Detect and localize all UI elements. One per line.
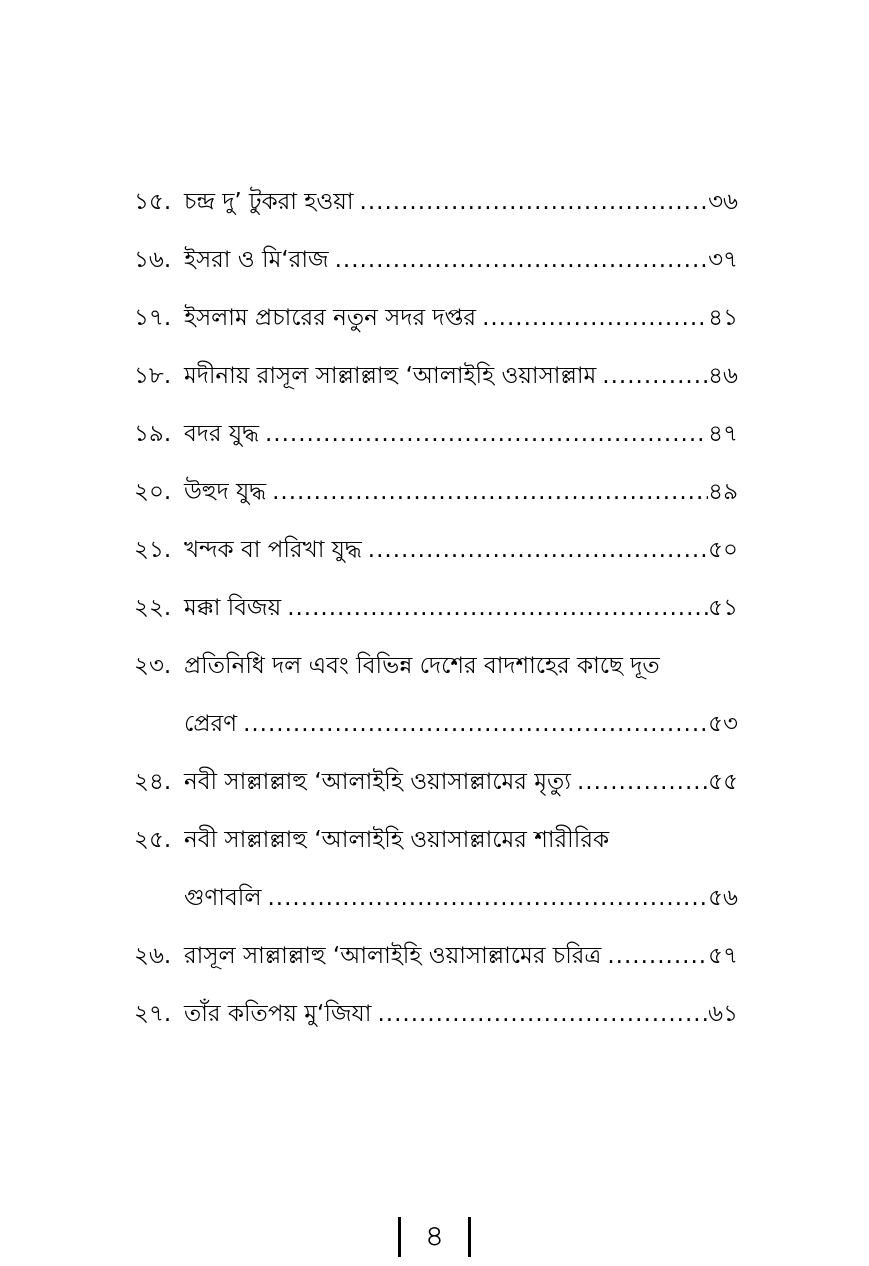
toc-entry[interactable] [134, 236, 738, 284]
dot-leader [476, 294, 708, 342]
right-divider-bar [468, 1217, 471, 1257]
entry-title-continued: প্রেরণ [184, 711, 238, 737]
toc-entry[interactable] [134, 352, 738, 400]
entry-second-line [134, 874, 738, 922]
dot-leader [596, 352, 708, 400]
entry-title: ইসরা ও মি‘রাজ [184, 247, 329, 273]
entry-page: ৪৯ [708, 479, 738, 505]
entry-title: ইসলাম প্রচারের নতুন সদর দপ্তর [184, 305, 477, 331]
dot-leader [281, 584, 708, 632]
entry-page: ৩৭ [708, 247, 738, 273]
dot-leader [259, 410, 708, 458]
entry-page: ৫৩ [708, 711, 738, 737]
entry-page: ৫১ [708, 595, 738, 621]
entry-page: ৫৬ [708, 885, 738, 911]
entry-page: ৪৬ [708, 363, 738, 389]
entry-page: ৫৭ [708, 943, 738, 969]
entry-number: ১৬. [134, 247, 172, 273]
entry-number: ২১. [134, 537, 172, 563]
toc-entry[interactable] [134, 584, 738, 632]
entry-second-line [134, 700, 738, 748]
entry-number: ২৭. [134, 1001, 172, 1027]
entry-page: ৩৬ [708, 189, 738, 215]
toc-entry[interactable] [134, 526, 738, 574]
entry-title: নবী সাল্লাল্লাহু ‘আলাইহি ওয়াসাল্লামের মৃত্যু [184, 769, 571, 795]
entry-number: ২২. [134, 595, 172, 621]
entry-title: নবী সাল্লাল্লাহু ‘আলাইহি ওয়াসাল্লামের শারীরিক [184, 827, 610, 853]
dot-leader [262, 874, 709, 922]
toc-entry[interactable] [134, 816, 738, 922]
dot-leader [237, 700, 708, 748]
toc-entry[interactable] [134, 932, 738, 980]
entry-title: প্রতিনিধি দল এবং বিভিন্ন দেশের বাদশাহের কাছে দূত [184, 653, 660, 679]
entry-title: বদর যুদ্ধ [184, 421, 259, 447]
toc-entry[interactable] [134, 178, 738, 226]
dot-leader [371, 990, 708, 1038]
entry-number: ২৬. [134, 943, 172, 969]
entry-number: ১৭. [134, 305, 172, 331]
toc-entry[interactable] [134, 758, 738, 806]
entry-first-line [134, 642, 738, 690]
toc-entry[interactable] [134, 468, 738, 516]
left-divider-bar [398, 1217, 401, 1257]
entry-title: চন্দ্র দু’ টুকরা হওয়া [184, 189, 354, 215]
entry-number: ১৫. [134, 189, 172, 215]
entry-number: ১৯. [134, 421, 172, 447]
entry-page: ৪১ [708, 305, 738, 331]
entry-page: ৬১ [708, 1001, 738, 1027]
page-footer [0, 1214, 869, 1259]
toc-entry[interactable] [134, 294, 738, 342]
dot-leader [571, 758, 708, 806]
entry-title: মদীনায় রাসূল সাল্লাল্লাহু ‘আলাইহি ওয়াসাল্লাম [184, 363, 597, 389]
entry-number: ২৪. [134, 769, 172, 795]
entry-page: ৫৫ [708, 769, 738, 795]
entry-number: ১৮. [134, 363, 172, 389]
entry-page: ৪৭ [708, 421, 738, 447]
table-of-contents [134, 178, 738, 1048]
entry-first-line [134, 816, 738, 864]
entry-title: তাঁর কতিপয় মু‘জিযা [184, 1001, 372, 1027]
dot-leader [362, 526, 708, 574]
toc-entry[interactable] [134, 642, 738, 748]
page-number: ৪ [424, 1218, 445, 1254]
dot-leader [266, 468, 708, 516]
entry-number: ২৩. [134, 653, 172, 679]
toc-entry[interactable] [134, 990, 738, 1038]
entry-title: খন্দক বা পরিখা যুদ্ধ [184, 537, 362, 563]
entry-page: ৫০ [708, 537, 738, 563]
entry-title-continued: গুণাবলি [184, 885, 262, 911]
entry-number: ২০. [134, 479, 172, 505]
dot-leader [329, 236, 708, 284]
entry-title: রাসূল সাল্লাল্লাহু ‘আলাইহি ওয়াসাল্লামের চরিত্র [184, 943, 602, 969]
toc-entry[interactable] [134, 410, 738, 458]
entry-title: উহুদ যুদ্ধ [184, 479, 267, 505]
dot-leader [601, 932, 708, 980]
entry-number: ২৫. [134, 827, 172, 853]
entry-title: মক্কা বিজয় [184, 595, 282, 621]
dot-leader [354, 178, 709, 226]
